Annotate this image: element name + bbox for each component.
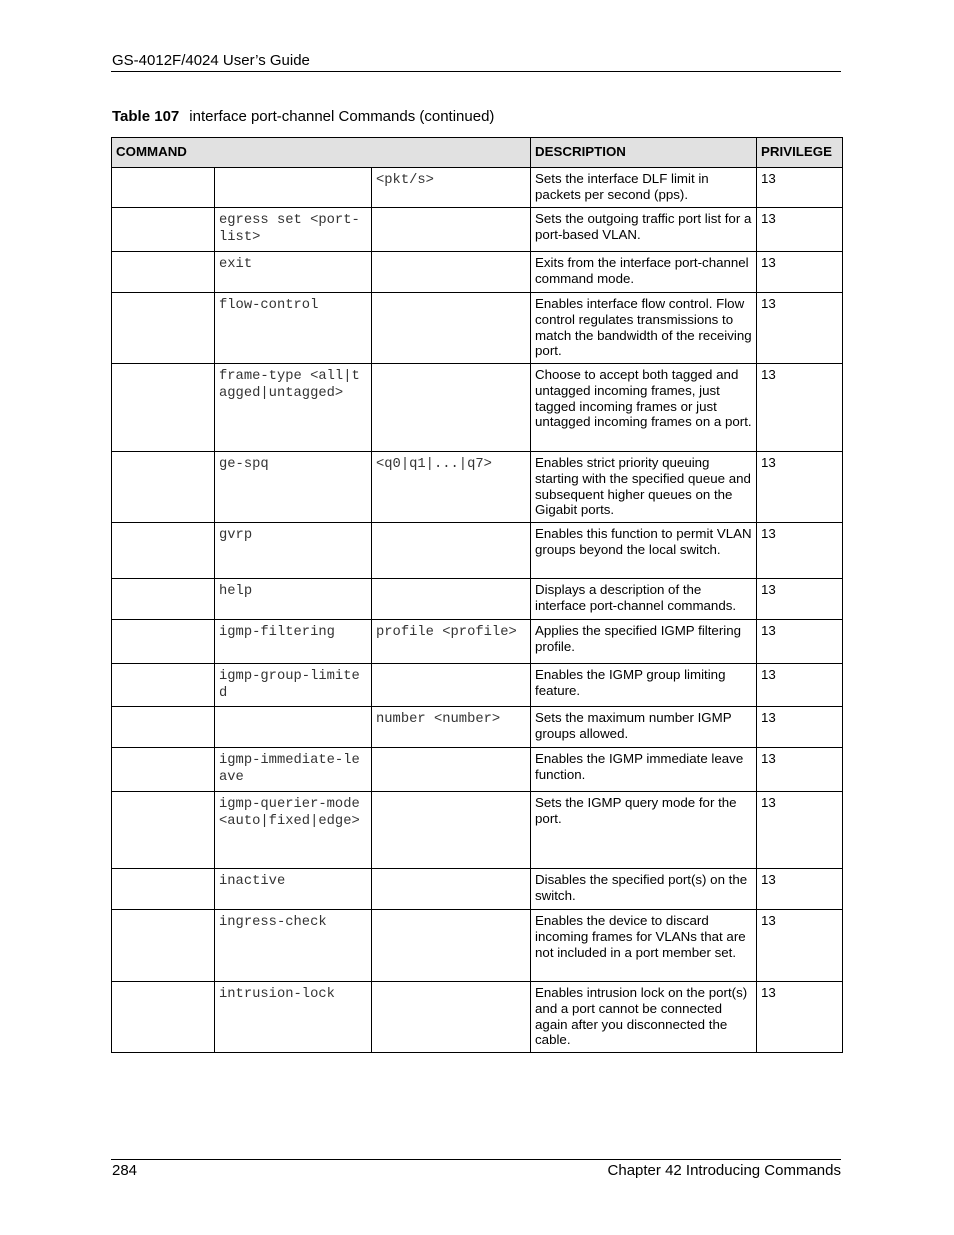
privilege-cell: 13: [757, 364, 843, 452]
table-row: [112, 982, 843, 1053]
command-cell: [112, 869, 215, 910]
table-caption-text: interface port-channel Commands (continued): [189, 108, 495, 125]
privilege-cell: 13: [757, 523, 843, 579]
argument-cell: [372, 748, 531, 792]
command-cell: [112, 252, 215, 293]
description-cell: Applies the specified IGMP filtering profile.: [531, 620, 757, 664]
description-cell: Choose to accept both tagged and untagged incoming frames, just tagged incoming frames or just untagged incoming frames on a port.: [531, 364, 757, 452]
command-cell: [112, 579, 215, 620]
table-caption-label: Table 107: [112, 108, 180, 125]
page-header-title: GS-4012F/4024 User’s Guide: [112, 52, 310, 69]
description-cell: Enables strict priority queuing starting with the specified queue and subsequent higher queues on the Gigabit ports.: [531, 452, 757, 523]
argument-cell: [372, 664, 531, 707]
argument-cell: <pkt/s>: [372, 168, 531, 208]
table-row: [112, 869, 843, 910]
argument-cell: [372, 252, 531, 293]
privilege-cell: 13: [757, 707, 843, 748]
subcommand-cell: igmp-group-limited: [215, 664, 372, 707]
description-cell: Enables intrusion lock on the port(s) and a port cannot be connected again after you disconnected the cable.: [531, 982, 757, 1053]
command-cell: [112, 293, 215, 364]
description-cell: Displays a description of the interface port-channel commands.: [531, 579, 757, 620]
subcommand-cell: flow-control: [215, 293, 372, 364]
column-header-privilege: PRIVILEGE: [757, 138, 843, 168]
privilege-cell: 13: [757, 579, 843, 620]
subcommand-cell: [215, 707, 372, 748]
argument-cell: number <number>: [372, 707, 531, 748]
table-row: [112, 523, 843, 579]
table-caption: [112, 108, 494, 125]
table-row: [112, 252, 843, 293]
table-row: [112, 707, 843, 748]
privilege-cell: 13: [757, 293, 843, 364]
column-header-description: DESCRIPTION: [531, 138, 757, 168]
subcommand-cell: igmp-immediate-leave: [215, 748, 372, 792]
argument-cell: profile <profile>: [372, 620, 531, 664]
subcommand-cell: ge-spq: [215, 452, 372, 523]
table-row: [112, 293, 843, 364]
table-row: [112, 748, 843, 792]
description-cell: Enables interface flow control. Flow control regulates transmissions to match the bandwidth of the receiving port.: [531, 293, 757, 364]
subcommand-cell: inactive: [215, 869, 372, 910]
privilege-cell: 13: [757, 664, 843, 707]
argument-cell: [372, 869, 531, 910]
subcommand-cell: igmp-filtering: [215, 620, 372, 664]
subcommand-cell: igmp-querier-mode <auto|fixed|edge>: [215, 792, 372, 869]
subcommand-cell: egress set <port-list>: [215, 208, 372, 252]
argument-cell: [372, 910, 531, 982]
description-cell: Enables the IGMP group limiting feature.: [531, 664, 757, 707]
argument-cell: [372, 792, 531, 869]
description-cell: Enables the device to discard incoming frames for VLANs that are not included in a port member set.: [531, 910, 757, 982]
header-divider: [111, 71, 841, 72]
privilege-cell: 13: [757, 168, 843, 208]
footer-divider: [111, 1159, 841, 1160]
command-cell: [112, 664, 215, 707]
subcommand-cell: frame-type <all|tagged|untagged>: [215, 364, 372, 452]
privilege-cell: 13: [757, 869, 843, 910]
privilege-cell: 13: [757, 792, 843, 869]
argument-cell: [372, 982, 531, 1053]
command-cell: [112, 792, 215, 869]
subcommand-cell: help: [215, 579, 372, 620]
table-row: [112, 364, 843, 452]
description-cell: Disables the specified port(s) on the switch.: [531, 869, 757, 910]
command-cell: [112, 910, 215, 982]
description-cell: Sets the maximum number IGMP groups allowed.: [531, 707, 757, 748]
page-number: 284: [112, 1162, 138, 1179]
command-cell: [112, 452, 215, 523]
argument-cell: [372, 364, 531, 452]
command-cell: [112, 982, 215, 1053]
argument-cell: [372, 293, 531, 364]
subcommand-cell: intrusion-lock: [215, 982, 372, 1053]
table-header-row: [112, 138, 843, 168]
subcommand-cell: ingress-check: [215, 910, 372, 982]
table-row: [112, 452, 843, 523]
command-cell: [112, 364, 215, 452]
privilege-cell: 13: [757, 452, 843, 523]
privilege-cell: 13: [757, 252, 843, 293]
privilege-cell: 13: [757, 620, 843, 664]
description-cell: Sets the outgoing traffic port list for a port-based VLAN.: [531, 208, 757, 252]
argument-cell: [372, 579, 531, 620]
table-row: [112, 620, 843, 664]
command-cell: [112, 523, 215, 579]
command-cell: [112, 748, 215, 792]
table-row: [112, 910, 843, 982]
table-row: [112, 792, 843, 869]
subcommand-cell: gvrp: [215, 523, 372, 579]
commands-table: [111, 137, 843, 1053]
column-header-command: COMMAND: [112, 138, 531, 168]
description-cell: Sets the interface DLF limit in packets per second (pps).: [531, 168, 757, 208]
description-cell: Enables the IGMP immediate leave function.: [531, 748, 757, 792]
privilege-cell: 13: [757, 748, 843, 792]
privilege-cell: 13: [757, 208, 843, 252]
description-cell: Enables this function to permit VLAN groups beyond the local switch.: [531, 523, 757, 579]
privilege-cell: 13: [757, 982, 843, 1053]
chapter-title: Chapter 42 Introducing Commands: [607, 1162, 841, 1179]
privilege-cell: 13: [757, 910, 843, 982]
command-cell: [112, 208, 215, 252]
argument-cell: [372, 208, 531, 252]
table-row: [112, 168, 843, 208]
command-cell: [112, 707, 215, 748]
subcommand-cell: [215, 168, 372, 208]
command-cell: [112, 168, 215, 208]
table-row: [112, 208, 843, 252]
description-cell: Exits from the interface port-channel command mode.: [531, 252, 757, 293]
command-cell: [112, 620, 215, 664]
table-row: [112, 579, 843, 620]
argument-cell: <q0|q1|...|q7>: [372, 452, 531, 523]
subcommand-cell: exit: [215, 252, 372, 293]
table-row: [112, 664, 843, 707]
argument-cell: [372, 523, 531, 579]
description-cell: Sets the IGMP query mode for the port.: [531, 792, 757, 869]
